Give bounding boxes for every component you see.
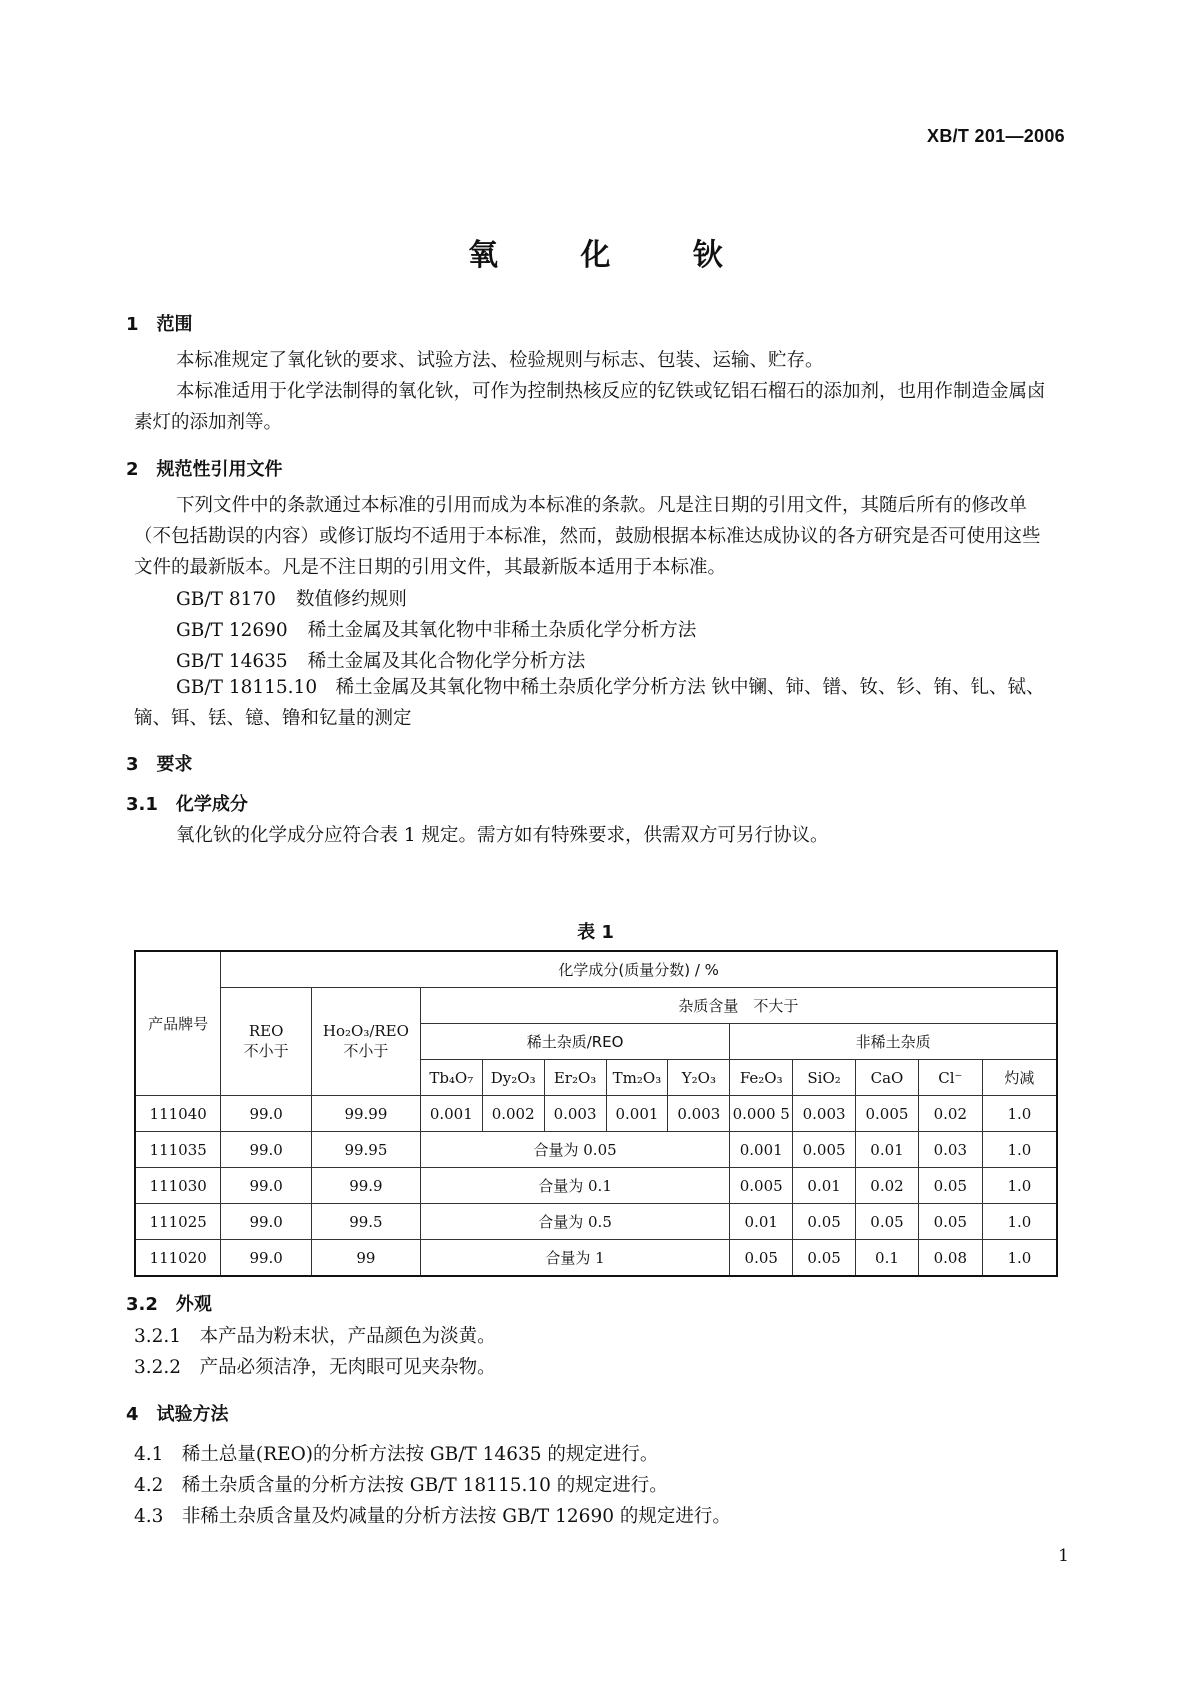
- cell-ho: 99.9: [311, 1168, 420, 1204]
- cell-grade: 111030: [135, 1168, 221, 1204]
- cell-cl: 0.03: [918, 1132, 982, 1168]
- col-header-sio2: SiO₂: [793, 1060, 856, 1096]
- cell-ho: 99.99: [311, 1096, 420, 1132]
- col-header-y2o3: Y₂O₃: [668, 1060, 730, 1096]
- ref-item: [176, 616, 696, 642]
- cell-re-total: 合量为 0.5: [420, 1204, 729, 1240]
- cell-re-total: 合量为 1: [420, 1240, 729, 1277]
- col-header-loi: 灼减: [982, 1060, 1057, 1096]
- cell-si: 0.05: [793, 1204, 856, 1240]
- ho-header-line2: 不小于: [343, 1042, 389, 1060]
- composition-table: [134, 950, 1058, 1277]
- impurity-header: 杂质含量 不大于: [420, 988, 1057, 1024]
- cell-loi: 1.0: [982, 1240, 1057, 1277]
- cell-tb: 0.001: [420, 1096, 482, 1132]
- section-3-1-text: 氧化钬的化学成分应符合表 1 规定。需方如有特殊要求，供需双方可另行协议。: [176, 825, 829, 846]
- ho-header-line1: Ho₂O₃/REO: [322, 1022, 409, 1040]
- cell-reo: 99.0: [221, 1204, 312, 1240]
- section-3-2-heading: 3.2 外观: [126, 1294, 212, 1315]
- clause-4-1: 4.1 稀土总量(REO)的分析方法按 GB/T 14635 的规定进行。: [134, 1444, 659, 1465]
- col-header-fe2o3: Fe₂O₃: [730, 1060, 793, 1096]
- table-row: [135, 1132, 1057, 1168]
- cell-ho: 99.5: [311, 1204, 420, 1240]
- section-1-para-2: 本标准适用于化学法制得的氧化钬，可作为控制热核反应的钇铁或钇铝石榴石的添加剂，也用作制造金属卤素灯的添加剂等。: [134, 381, 1046, 433]
- cell-loi: 1.0: [982, 1168, 1057, 1204]
- ref-title: 稀土金属及其氧化物中非稀土杂质化学分析方法: [307, 620, 697, 641]
- composition-header: 化学成分(质量分数) / %: [221, 951, 1057, 988]
- col-header-cao: CaO: [856, 1060, 919, 1096]
- table-row: [135, 1240, 1057, 1277]
- section-3-heading: 3 要求: [126, 754, 193, 775]
- table-row: [135, 1096, 1057, 1132]
- cell-re-total: 合量为 0.1: [420, 1168, 729, 1204]
- cell-grade: 111040: [135, 1096, 221, 1132]
- ref-item-long: [134, 672, 1058, 734]
- cell-si: 0.003: [793, 1096, 856, 1132]
- reo-header-line2: 不小于: [243, 1042, 289, 1060]
- section-2-para: 下列文件中的条款通过本标准的引用而成为本标准的条款。凡是注日期的引用文件，其随后所有的修改单（不包括勘误的内容）或修订版均不适用于本标准，然而，鼓励根据本标准达成协议的各方研究是否可使用这些文件的最新版本。凡是不注日期的引用文件，其最新版本适用于本标准。: [134, 495, 1041, 578]
- cell-tm: 0.001: [606, 1096, 668, 1132]
- cell-er: 0.003: [544, 1096, 606, 1132]
- reo-header: [221, 988, 312, 1096]
- cell-dy: 0.002: [482, 1096, 544, 1132]
- ref-item: [176, 647, 585, 673]
- cell-re-total: 合量为 0.05: [420, 1132, 729, 1168]
- section-3-1-heading: 3.1 化学成分: [126, 794, 248, 815]
- table-row: [135, 1168, 1057, 1204]
- ref-title: 数值修约规则: [295, 589, 407, 610]
- cell-cl: 0.05: [918, 1168, 982, 1204]
- section-4-heading: 4 试验方法: [126, 1404, 229, 1425]
- cell-ca: 0.005: [856, 1096, 919, 1132]
- ref-title: 稀土金属及其化合物化学分析方法: [307, 651, 586, 672]
- cell-cl: 0.02: [918, 1096, 982, 1132]
- cell-cl: 0.08: [918, 1240, 982, 1277]
- standard-number: XB/T 201—2006: [927, 126, 1065, 146]
- col-header-er2o3: Er₂O₃: [544, 1060, 606, 1096]
- section-1-heading: 1 范围: [126, 314, 193, 335]
- clause-4-3: 4.3 非稀土杂质含量及灼减量的分析方法按 GB/T 12690 的规定进行。: [134, 1506, 731, 1527]
- cell-reo: 99.0: [221, 1240, 312, 1277]
- cell-ca: 0.1: [856, 1240, 919, 1277]
- cell-reo: 99.0: [221, 1168, 312, 1204]
- ref-code: GB/T 8170: [176, 589, 276, 610]
- cell-reo: 99.0: [221, 1096, 312, 1132]
- cell-si: 0.005: [793, 1132, 856, 1168]
- page-number: 1: [1058, 1546, 1069, 1566]
- cell-reo: 99.0: [221, 1132, 312, 1168]
- cell-ca: 0.02: [856, 1168, 919, 1204]
- table-row: [135, 1204, 1057, 1240]
- clause-4-2: 4.2 稀土杂质含量的分析方法按 GB/T 18115.10 的规定进行。: [134, 1475, 668, 1496]
- section-1-para-1: 本标准规定了氧化钬的要求、试验方法、检验规则与标志、包装、运输、贮存。: [176, 350, 824, 371]
- cell-loi: 1.0: [982, 1132, 1057, 1168]
- col-header-cl: Cl⁻: [918, 1060, 982, 1096]
- ref-title: 稀土金属及其氧化物中稀土杂质化学分析方法 钬中镧、铈、镨、钕、钐、铕、钆、铽、镝、铒、铥、镱、镥和钇量的测定: [134, 677, 1045, 729]
- cell-ho: 99: [311, 1240, 420, 1277]
- reo-header-line1: REO: [248, 1022, 284, 1040]
- cell-ho: 99.95: [311, 1132, 420, 1168]
- cell-loi: 1.0: [982, 1096, 1057, 1132]
- cell-y: 0.003: [668, 1096, 730, 1132]
- grade-header: 产品牌号: [135, 951, 221, 1096]
- cell-si: 0.01: [793, 1168, 856, 1204]
- col-header-dy2o3: Dy₂O₃: [482, 1060, 544, 1096]
- cell-grade: 111035: [135, 1132, 221, 1168]
- cell-fe: 0.000 5: [730, 1096, 793, 1132]
- clause-3-2-2: 3.2.2 产品必须洁净，无肉眼可见夹杂物。: [134, 1357, 496, 1378]
- cell-grade: 111020: [135, 1240, 221, 1277]
- cell-ca: 0.05: [856, 1204, 919, 1240]
- col-header-tm2o3: Tm₂O₃: [606, 1060, 668, 1096]
- cell-loi: 1.0: [982, 1204, 1057, 1240]
- cell-cl: 0.05: [918, 1204, 982, 1240]
- cell-si: 0.05: [793, 1240, 856, 1277]
- section-2-heading: 2 规范性引用文件: [126, 459, 283, 480]
- cell-fe: 0.01: [730, 1204, 793, 1240]
- ref-code: GB/T 18115.10: [176, 677, 318, 698]
- non-re-impurity-header: 非稀土杂质: [730, 1024, 1057, 1060]
- ref-code: GB/T 14635: [176, 651, 288, 672]
- col-header-tb4o7: Tb₄O₇: [420, 1060, 482, 1096]
- table-caption: 表 1: [577, 922, 614, 943]
- ref-code: GB/T 12690: [176, 620, 288, 641]
- cell-fe: 0.05: [730, 1240, 793, 1277]
- page-title: 氧 化 钬: [468, 238, 759, 273]
- ref-item: [176, 585, 407, 611]
- clause-3-2-1: 3.2.1 本产品为粉末状，产品颜色为淡黄。: [134, 1326, 496, 1347]
- ho-header: [311, 988, 420, 1096]
- cell-fe: 0.001: [730, 1132, 793, 1168]
- cell-ca: 0.01: [856, 1132, 919, 1168]
- cell-grade: 111025: [135, 1204, 221, 1240]
- cell-fe: 0.005: [730, 1168, 793, 1204]
- re-impurity-header: 稀土杂质/REO: [420, 1024, 729, 1060]
